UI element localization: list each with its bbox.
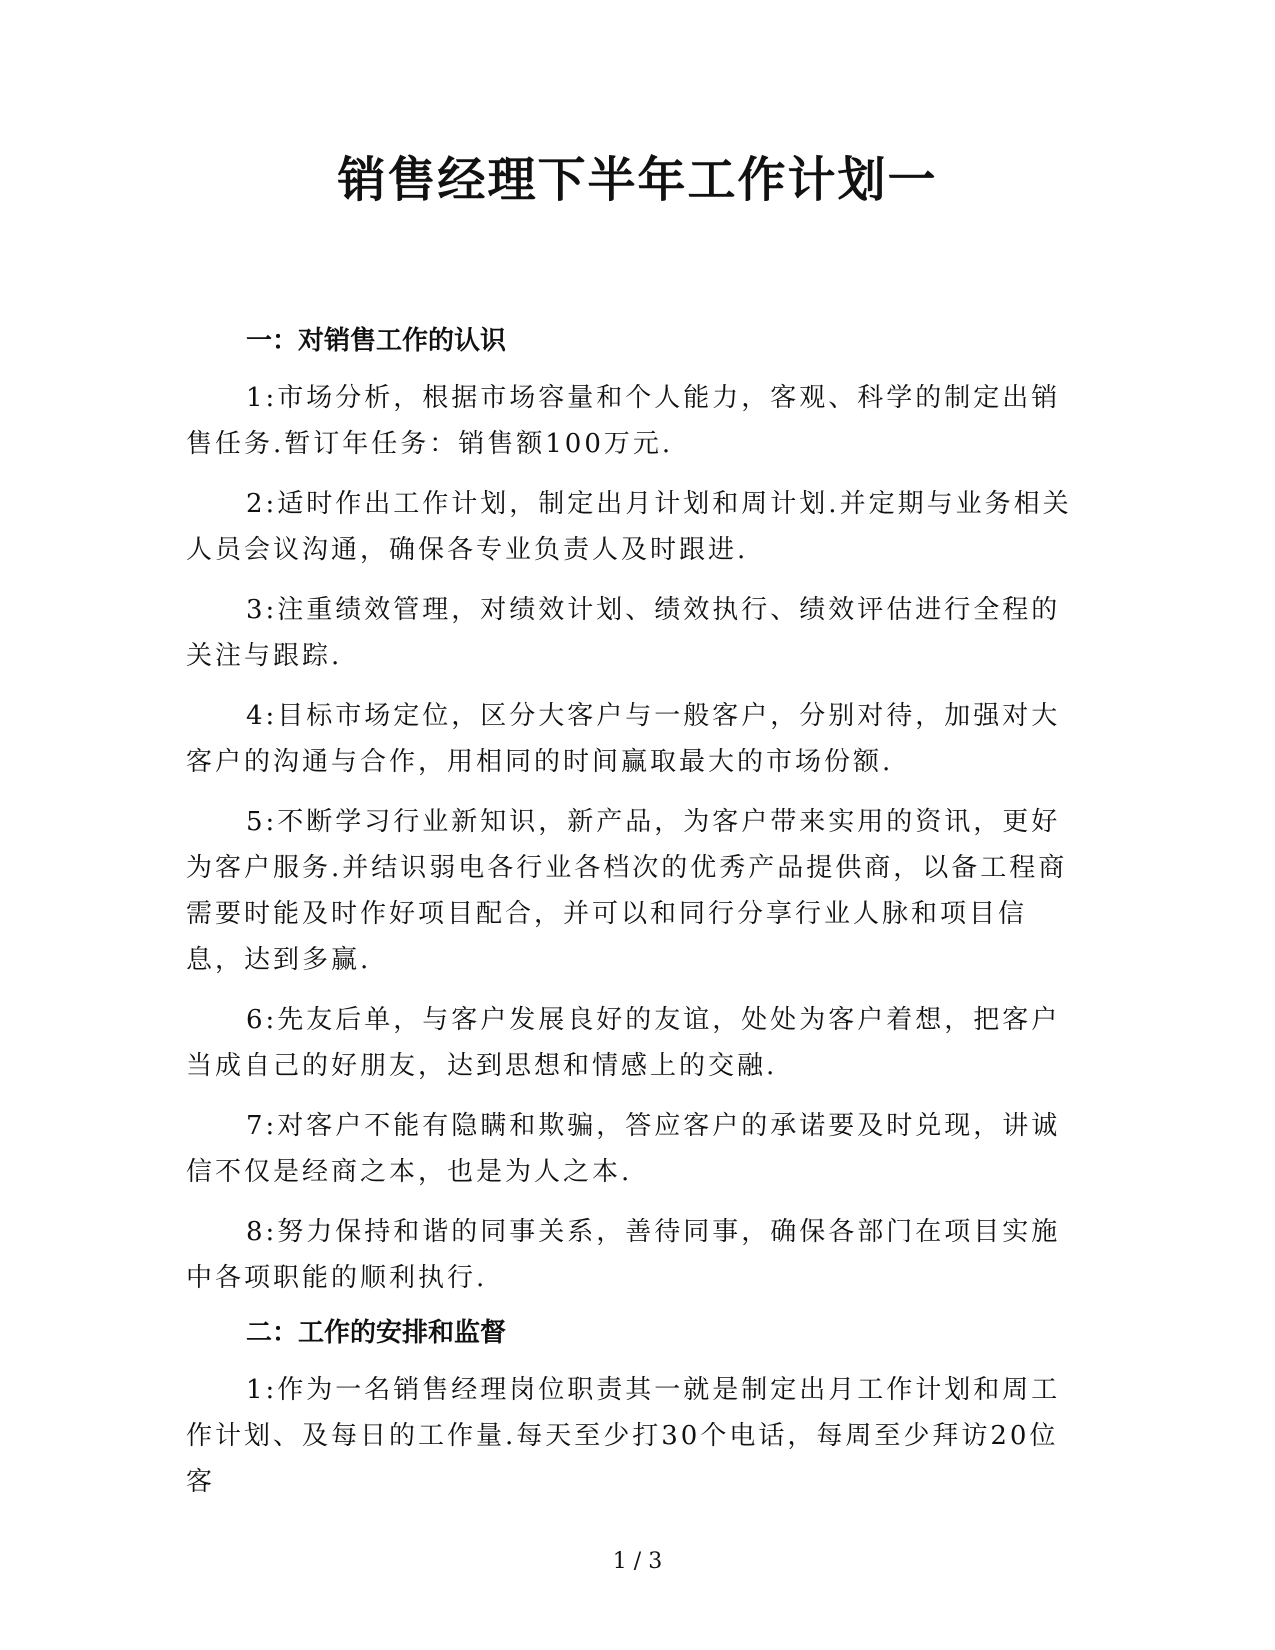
paragraph: 7:对客户不能有隐瞒和欺骗，答应客户的承诺要及时兑现，讲诚信不仅是经商之本，也是为人之本. (186, 1111, 1061, 1187)
page-number: 1 / 3 (612, 1549, 663, 1574)
paragraph: 8:努力保持和谐的同事关系，善待同事，确保各部门在项目实施中各项职能的顺利执行. (186, 1217, 1061, 1293)
paragraph: 6:先友后单，与客户发展良好的友谊，处处为客户着想，把客户当成自己的好朋友，达到思想和情感上的交融. (186, 1005, 1061, 1081)
document-title: 销售经理下半年工作计划一 (337, 152, 938, 208)
section-heading: 二：工作的安排和监督 (246, 1318, 507, 1348)
paragraph: 1:作为一名销售经理岗位职责其一就是制定出月工作计划和周工作计划、及每日的工作量.每天至少打30个电话，每周至少拜访20位客 (186, 1375, 1061, 1497)
paragraph: 4:目标市场定位，区分大客户与一般客户，分别对待，加强对大客户的沟通与合作，用相同的时间赢取最大的市场份额. (186, 701, 1061, 777)
section-heading: 一：对销售工作的认识 (246, 326, 507, 356)
paragraph: 5:不断学习行业新知识，新产品，为客户带来实用的资讯，更好为客户服务.并结识弱电各行业各档次的优秀产品提供商，以备工程商需要时能及时作好项目配合，并可以和同行分享行业人脉和项目信息，达到多赢. (186, 807, 1068, 975)
paragraph: 3:注重绩效管理，对绩效计划、绩效执行、绩效评估进行全程的关注与跟踪. (186, 595, 1061, 671)
section-1 (186, 323, 1076, 1301)
document-body (186, 323, 1076, 1519)
paragraph: 1:市场分析，根据市场容量和个人能力，客观、科学的制定出销售任务.暂订年任务：销售额100万元. (186, 383, 1061, 459)
section-2 (186, 1315, 1076, 1505)
paragraph: 2:适时作出工作计划，制定出月计划和周计划.并定期与业务相关人员会议沟通，确保各专业负责人及时跟进. (186, 489, 1072, 565)
